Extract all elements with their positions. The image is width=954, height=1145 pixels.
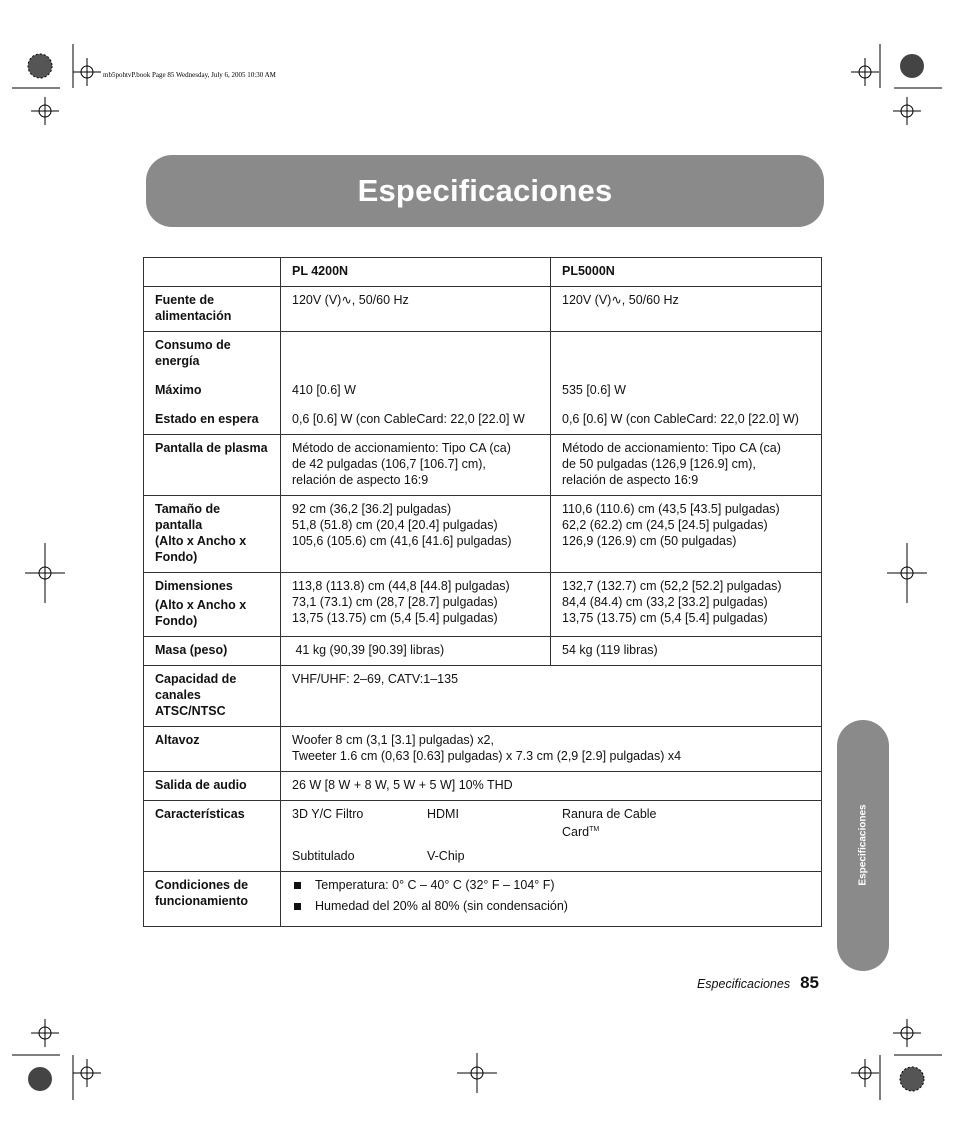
cell-shared: VHF/UHF: 2–69, CATV:1–135: [281, 666, 822, 727]
label-max: Máximo: [155, 383, 202, 397]
side-tab-label: Especificaciones: [857, 804, 869, 886]
row-label: Salida de audio: [144, 772, 281, 801]
line: Fondo): [155, 614, 198, 628]
cell-pl4200: 120V (V)∿, 50/60 Hz: [281, 287, 551, 332]
line: Fondo): [155, 550, 198, 564]
condition-text: Humedad del 20% al 80% (sin condensación): [315, 899, 568, 914]
row-label: Condiciones de funcionamiento: [144, 872, 281, 927]
line: Método de accionamiento: Tipo CA (ca): [292, 441, 511, 455]
trademark-mark: TM: [589, 826, 600, 833]
feature-item: Subtitulado: [292, 849, 355, 864]
line: (Alto x Ancho x: [155, 534, 247, 548]
line: 132,7 (132.7) cm (52,2 [52.2] pulgadas): [562, 579, 782, 593]
file-header: mb5pohtvP.book Page 85 Wednesday, July 6, 2005 10:30 AM: [103, 71, 276, 79]
feature-item: V-Chip: [427, 849, 465, 864]
header-pl5000: PL5000N: [551, 258, 822, 287]
cell-pl5000: 54 kg (119 libras): [551, 637, 822, 666]
row-label: Fuente de alimentación: [144, 287, 281, 332]
condition-text: Temperatura: 0° C – 40° C (32° F – 104° F): [315, 878, 555, 893]
standby-value: 0,6 [0.6] W (con CableCard: 22,0 [22.0] W: [292, 412, 525, 426]
line: canales: [155, 688, 201, 702]
line: de 42 pulgadas (106,7 [106.7] cm),: [292, 457, 486, 471]
cell-shared: 26 W [8 W + 8 W, 5 W + 5 W] 10% THD: [281, 772, 822, 801]
line: Woofer 8 cm (3,1 [3.1] pulgadas) x2,: [292, 733, 494, 747]
cell-pl5000: 120V (V)∿, 50/60 Hz: [551, 287, 822, 332]
line: Dimensiones: [155, 579, 233, 593]
line: 51,8 (51.8) cm (20,4 [20.4] pulgadas): [292, 518, 498, 532]
line: (Alto x Ancho x: [155, 598, 247, 612]
line: 113,8 (113.8) cm (44,8 [44.8] pulgadas): [292, 579, 510, 593]
header-pl4200: PL 4200N: [281, 258, 551, 287]
row-label: Altavoz: [144, 727, 281, 772]
line: 13,75 (13.75) cm (5,4 [5.4] pulgadas): [562, 611, 768, 625]
line: 73,1 (73.1) cm (28,7 [28.7] pulgadas): [292, 595, 498, 609]
line: 13,75 (13.75) cm (5,4 [5.4] pulgadas): [292, 611, 498, 625]
label-consumption: Consumo de energía: [155, 338, 231, 368]
row-label: Pantalla de plasma: [144, 435, 281, 496]
line: 92 cm (36,2 [36.2] pulgadas): [292, 502, 452, 516]
line: 110,6 (110.6) cm (43,5 [43.5] pulgadas): [562, 502, 780, 516]
line: 62,2 (62.2) cm (24,5 [24.5] pulgadas): [562, 518, 768, 532]
row-label: Masa (peso): [144, 637, 281, 666]
line: relación de aspecto 16:9: [562, 473, 699, 487]
line: ATSC/NTSC: [155, 704, 226, 718]
line: Tamaño de: [155, 502, 221, 516]
line: Tweeter 1.6 cm (0,63 [0.63] pulgadas) x 7.3 cm (2,9 [2.9] pulgadas) x4: [292, 749, 682, 763]
footer-section-name: Especificaciones: [696, 977, 791, 991]
line: 105,6 (105.6) cm (41,6 [41.6] pulgadas): [292, 534, 512, 548]
line: Método de accionamiento: Tipo CA (ca): [562, 441, 781, 455]
label-standby: Estado en espera: [155, 412, 259, 426]
page-title: Especificaciones: [357, 173, 613, 208]
max-value: 535 [0.6] W: [562, 383, 626, 397]
line: relación de aspecto 16:9: [292, 473, 429, 487]
feature-item: 3D Y/C Filtro: [292, 807, 364, 821]
row-label: Características: [144, 801, 281, 872]
line: pantalla: [155, 518, 203, 532]
page-number: 85: [800, 973, 819, 992]
standby-value: 0,6 [0.6] W (con CableCard: 22,0 [22.0] W): [562, 412, 799, 426]
max-value: 410 [0.6] W: [292, 383, 356, 397]
line: 126,9 (126.9) cm (50 pulgadas): [562, 534, 737, 548]
cell-pl4200: 41 kg (90,39 [90.39] libras): [281, 637, 551, 666]
line: 84,4 (84.4) cm (33,2 [33.2] pulgadas): [562, 595, 768, 609]
line: de 50 pulgadas (126,9 [126.9] cm),: [562, 457, 756, 471]
feature-text: Ranura de Cable Card: [562, 807, 657, 840]
feature-item: HDMI: [427, 807, 459, 821]
line: Capacidad de: [155, 672, 237, 686]
